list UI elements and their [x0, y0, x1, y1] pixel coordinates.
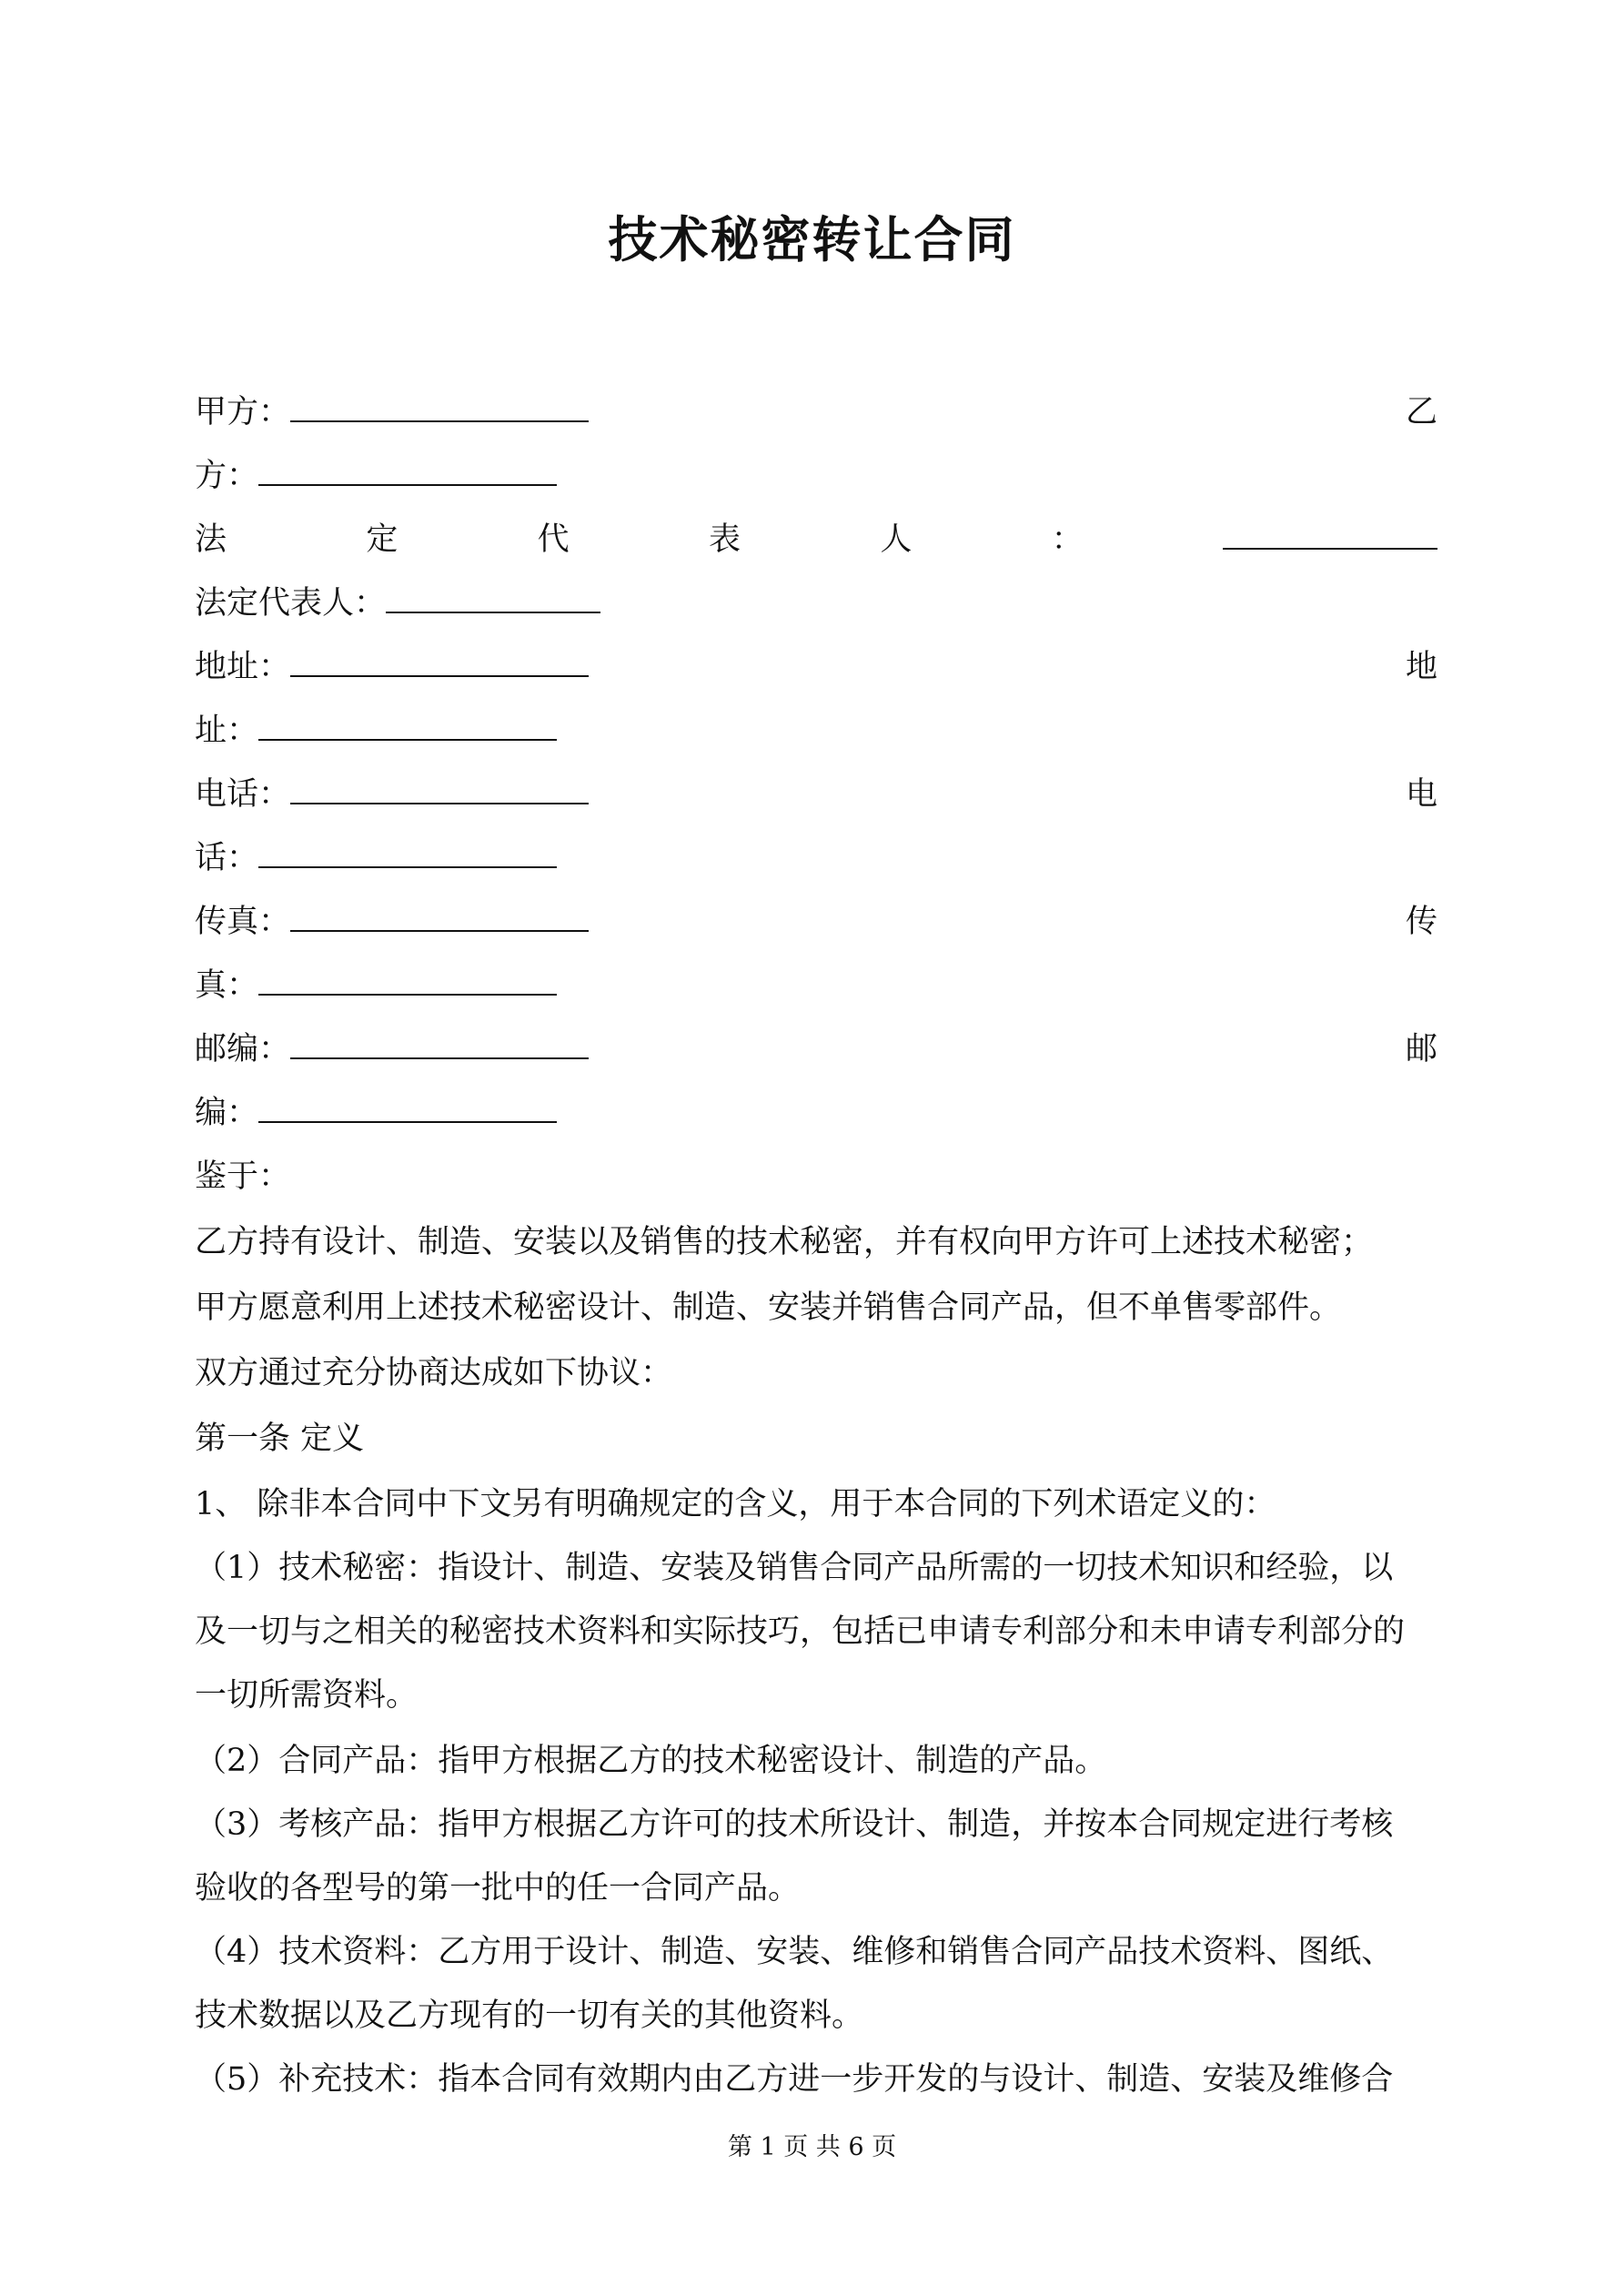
legal-rep-a-blank: [1223, 519, 1437, 550]
postcode-b-row: [195, 1090, 1437, 1136]
legal-rep-char: 表: [708, 521, 741, 558]
legal-rep-char: 人: [880, 521, 913, 558]
address-a-row: [195, 644, 1437, 690]
phone-b-label: 话：: [195, 840, 259, 876]
party-a-row: [195, 389, 1437, 435]
article-1-heading: 第一条 定义: [195, 1421, 365, 1457]
phone-a-label: 电话：: [195, 776, 291, 813]
party-b-char: 乙: [1405, 394, 1437, 430]
fax-b-label: 真：: [195, 967, 259, 1004]
postcode-b-label: 编：: [195, 1095, 259, 1131]
fax-b-char: 传: [1405, 904, 1437, 940]
party-a-blank: [290, 391, 589, 422]
phone-a-blank: [290, 774, 589, 804]
legal-rep-char: 代: [537, 521, 570, 558]
address-b-char: 地: [1405, 649, 1437, 685]
legal-rep-char: ：: [1051, 521, 1084, 558]
phone-a-row: [195, 772, 1437, 817]
whereas-heading: 鉴于：: [195, 1158, 291, 1195]
recital-1: 乙方持有设计、制造、安装以及销售的技术秘密，并有权向甲方许可上述技术秘密；: [195, 1224, 1374, 1260]
definition-3-line: 验收的各型号的第一批中的任一合同产品。: [195, 1870, 801, 1907]
postcode-b-char: 邮: [1405, 1031, 1437, 1067]
postcode-a-label: 邮编：: [195, 1031, 291, 1067]
party-b-label: 方：: [195, 458, 259, 494]
legal-rep-b-row: [195, 581, 1437, 626]
fax-a-row: [195, 899, 1437, 945]
address-b-label: 址：: [195, 713, 259, 749]
phone-b-row: [195, 835, 1437, 881]
party-b-blank: [258, 455, 557, 486]
definition-2: （2）合同产品：指甲方根据乙方的技术秘密设计、制造的产品。: [195, 1743, 1107, 1779]
definition-1-line: 及一切与之相关的秘密技术资料和实际技巧，包括已申请专利部分和未申请专利部分的: [195, 1613, 1406, 1650]
legal-rep-char: 定: [366, 521, 398, 558]
postcode-b-blank: [258, 1092, 557, 1123]
definition-5-line: （5）补充技术：指本合同有效期内由乙方进一步开发的与设计、制造、安装及维修合: [195, 2061, 1394, 2098]
recital-2: 甲方愿意利用上述技术秘密设计、制造、安装并销售合同产品，但不单售零部件。: [195, 1290, 1342, 1326]
legal-rep-char: 法: [195, 521, 227, 558]
fax-a-label: 传真：: [195, 904, 291, 940]
phone-b-blank: [258, 837, 557, 868]
phone-b-char: 电: [1405, 776, 1437, 813]
legal-rep-label: 法定代表人：: [195, 585, 387, 622]
address-b-blank: [258, 710, 557, 741]
postcode-a-blank: [290, 1028, 589, 1059]
legal-rep-spread-row: [195, 517, 1437, 562]
definition-4-line: 技术数据以及乙方现有的一切有关的其他资料。: [195, 1998, 864, 2034]
page-footer: 第 1 页 共 6 页: [727, 2133, 897, 2161]
legal-rep-b-blank: [386, 582, 600, 613]
agreement-statement: 双方通过充分协商达成如下协议：: [195, 1355, 673, 1391]
party-b-row: [195, 453, 1437, 499]
address-a-label: 地址：: [195, 649, 291, 685]
address-b-row: [195, 708, 1437, 754]
fax-b-blank: [258, 965, 557, 996]
definition-1-line: （1）技术秘密：指设计、制造、安装及销售合同产品所需的一切技术知识和经验，以: [195, 1550, 1394, 1586]
definition-1-line: 一切所需资料。: [195, 1677, 419, 1714]
definition-4-line: （4）技术资料：乙方用于设计、制造、安装、维修和销售合同产品技术资料、图纸、: [195, 1934, 1394, 1970]
fax-b-row: [195, 963, 1437, 1008]
address-a-blank: [290, 646, 589, 677]
clause-1: 1、 除非本合同中下文另有明确规定的含义，用于本合同的下列术语定义的：: [195, 1486, 1276, 1522]
fax-a-blank: [290, 901, 589, 932]
postcode-a-row: [195, 1027, 1437, 1072]
party-a-label: 甲方：: [195, 394, 291, 430]
page-title: 技术秘密转让合同: [608, 210, 1016, 268]
definition-3-line: （3）考核产品：指甲方根据乙方许可的技术所设计、制造，并按本合同规定进行考核: [195, 1806, 1394, 1843]
